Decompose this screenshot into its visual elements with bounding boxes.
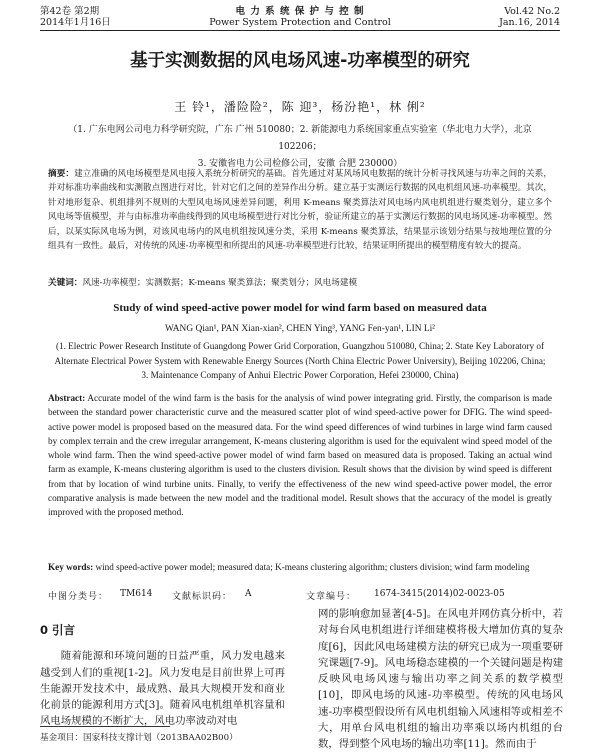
keywords-en-label: Key words: xyxy=(48,562,94,572)
journal-name-en: Power System Protection and Control xyxy=(209,17,391,28)
keywords-cn xyxy=(48,276,552,290)
date-en: Jan.16, 2014 xyxy=(499,17,560,28)
abstract-en xyxy=(48,391,552,520)
clc-label: 中图分类号： xyxy=(48,592,109,602)
article-number-label: 文章编号： xyxy=(306,592,357,602)
affiliation-en-line: 3. Maintenance Company of Anhui Electric Power Corporation, Hefei 230000, China) xyxy=(141,370,459,380)
paper-title-cn: 基于实测数据的风电场风速-功率模型的研究 xyxy=(130,51,470,71)
keywords-cn-text: 风速-功率模型；实测数据；K-means 聚类算法；聚类划分；风电场建模 xyxy=(82,278,358,288)
abstract-en-label: Abstract: xyxy=(48,393,86,403)
header-center xyxy=(40,6,560,28)
doc-code-value: A xyxy=(245,589,252,599)
article-metadata xyxy=(48,589,552,603)
body-paragraph: 随着能源和环境问题的日益严重，风力发电越来越受到人们的重视[1-2]。风力发电是目前世界上可再生能源开发技术中，最成熟、最具大规模开发和商业化前景的能源利用方式[3]。随着风电机组单机容量和风电场规模的不断扩大，风电功率波动对电 xyxy=(40,650,285,728)
affiliations-cn xyxy=(48,122,552,173)
section-heading-introduction: 0 引言 xyxy=(40,623,76,637)
volume-issue-en: Vol.42 No.2 xyxy=(504,6,560,17)
footnote-rule xyxy=(40,726,170,727)
keywords-cn-label: 关键词： xyxy=(48,278,83,288)
funding-footnote: 基金项目：国家科技支撑计划（2013BAA02B00） xyxy=(40,733,238,743)
body-column-left xyxy=(40,622,285,730)
paper-title-en: Study of wind speed-active power model for wind farm based on measured data xyxy=(113,302,487,314)
body-paragraph: 网的影响愈加显著[4-5]。在风电并网仿真分析中，若对每台风电机组进行详细建模将极大增加仿真的复杂度[6]，因此风电场建模方法的研究已成为一项重要研究课题[7-9]。风电场稳态建模的一个关键问题是构建反映风电场风速与输出功率之间关系的数学模型[10]，即风电场的风速-功率模型。传统的风电场风速-功率模型假设所有风电机组输入风速相等或相差不大，用单台风电机组的输出功率乘以场内机组的台数，得到整个风电场的输出功率[11]。然而由于 xyxy=(318,608,563,751)
abstract-cn xyxy=(48,167,552,253)
running-header xyxy=(40,6,560,30)
affiliation-en-line: (1. Electric Power Research Institute of Guangdong Power Grid Corporation, Guangzhou 510080, China; 2. State Key Laboratory of xyxy=(55,341,545,351)
header-rule xyxy=(40,30,560,31)
abstract-cn-text: 建立准确的风电场模型是风电接入系统分析研究的基础。首先通过对某风场风电数据的统计分析寻找风速与功率之间的关系，并对标准功率曲线和实测散点图进行对比，针对它们之间的差异作出分析。建立基于实测运行数据的风电机组风速-功率模型。其次，针对地形复杂、机组排列不规则的大型风电场风速差异问题，利用 K-means 聚类算法对风电场内风电机组进行聚类划分，建立多个风电场等值模型，并与由标准功率曲线得到的风电场模型进行对比分析，验证所建立的基于实测运行数据的风电场风速-功率模型。然后，以某实际风电场为例，对该风电场内的风电机组按风速分类，采用 K-means 聚类算法，结果显示该划分结果与按地理位置的分组具有一致性。最后，对传统的风速-功率模型和所提出的风速-功率模型进行比较，结果证明所提出的模型精度有较大的提高。 xyxy=(48,169,552,252)
doc-code-label: 文献标识码： xyxy=(172,592,233,602)
keywords-en xyxy=(48,561,552,574)
abstract-en-text: Accurate model of the wind farm is the basis for the analysis of wind power integrating grid. Firstly, the comparison is made between the standard power characteristic curve and the measured scatter plot of wind speed-active power for DFIG. The wind speed-active power model is proposed based on the measured data. For the wind speed differences of wind turbines in large wind farm caused by complex terrain and the crew irregular arrangement, K-means clustering algorithm is used for the equivalent wind speed model of the whole wind farm. Then the wind speed-active power model of wind farm based on measured data is proposed. Taking an actual wind farm as example, K-means clustering algorithm is used to the clusters division. Result shows that the division by wind speed is different from that by location of wind turbine units. Finally, to verify the effectiveness of the new wind speed-active power model, the error comparative analysis is made between the new model and the traditional model. Result shows that the accuracy of the model is greatly improved with the proposed method. xyxy=(48,393,553,518)
article-number-value: 1674-3415(2014)02-0023-05 xyxy=(374,589,505,599)
affiliation-cn-line: （1. 广东电网公司电力科学研究院，广东 广州 510080；2. 新能源电力系统国家重点实验室（华北电力大学），北京 102206； xyxy=(68,125,532,152)
journal-name-cn: 电 力 系 统 保 护 与 控 制 xyxy=(235,6,365,17)
affiliation-cn-line: 3. 安徽省电力公司检修公司，安徽 合肥 230000） xyxy=(197,159,403,169)
body-column-right xyxy=(318,606,563,753)
abstract-cn-label: 摘要： xyxy=(48,169,75,179)
authors-en: WANG Qian¹, PAN Xian-xian², CHEN Ying³, YANG Fen-yan¹, LIN Li² xyxy=(164,324,435,334)
authors-cn: 王 铃¹，潘险险²，陈 迎³，杨汾艳¹，林 俐² xyxy=(174,100,426,114)
date-cn: 2014年1月16日 xyxy=(40,17,111,28)
affiliation-en-line: Alternate Electrical Power System with Renewable Energy Sources (North China Electric Power University), Beijing 102206, China; xyxy=(54,355,546,366)
volume-issue-cn: 第42卷 第2期 xyxy=(40,6,100,17)
affiliations-en xyxy=(48,339,552,383)
header-right xyxy=(499,6,560,28)
keywords-en-text: wind speed-active power model; measured data; K-means clustering algorithm; clusters division; wind farm modeling xyxy=(95,562,530,572)
clc-value: TM614 xyxy=(120,589,153,599)
